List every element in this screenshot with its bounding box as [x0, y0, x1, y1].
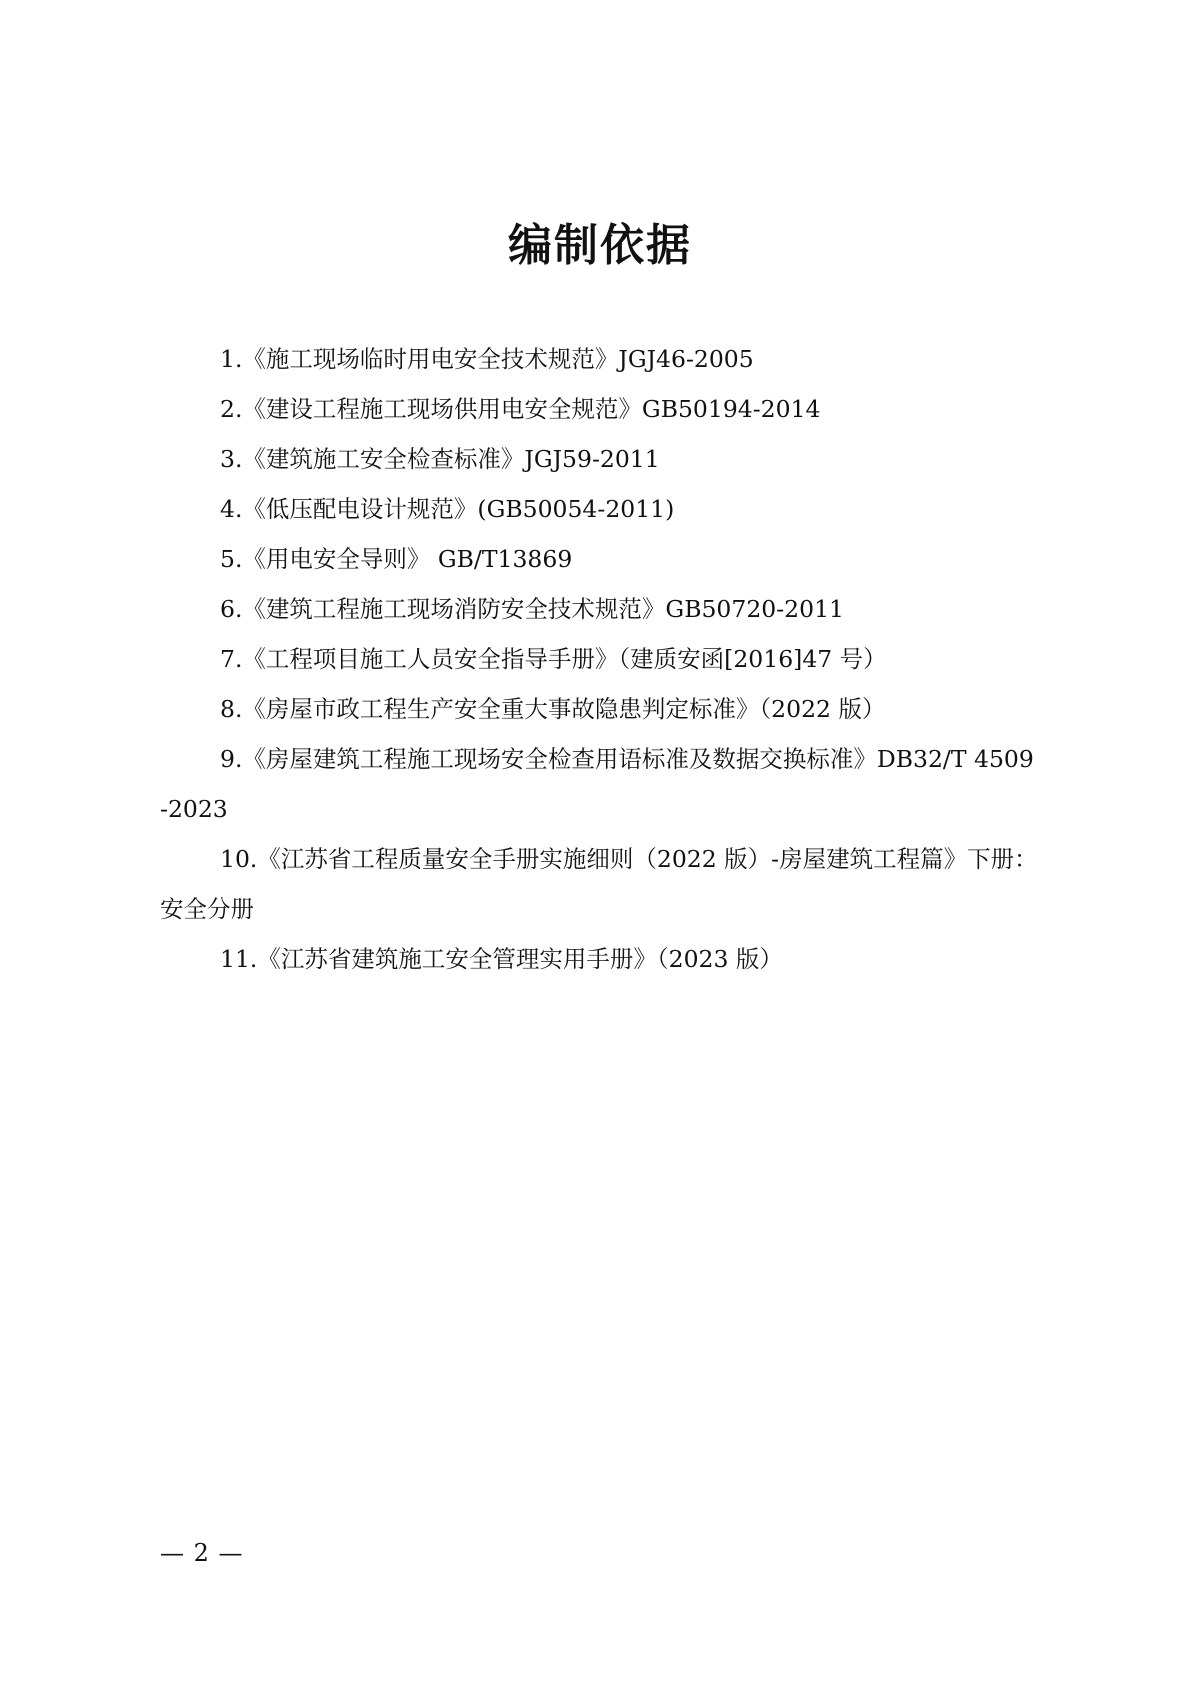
reference-item: 1.《施工现场临时用电安全技术规范》JGJ46-2005 — [220, 345, 754, 373]
reference-list — [160, 334, 1040, 984]
reference-item: 7.《工程项目施工人员安全指导手册》（建质安函[2016]47 号） — [220, 645, 887, 673]
reference-item: 6.《建筑工程施工现场消防安全技术规范》GB50720-2011 — [220, 595, 844, 623]
reference-item: 8.《房屋市政工程生产安全重大事故隐患判定标准》（2022 版） — [220, 695, 886, 723]
page-number: — 2 — — [160, 1539, 244, 1567]
reference-item: 3.《建筑施工安全检查标准》JGJ59-2011 — [220, 445, 660, 473]
reference-item: 9.《房屋建筑工程施工现场安全检查用语标准及数据交换标准》DB32/T 4509-2023 — [160, 745, 1034, 823]
reference-item: 4.《低压配电设计规范》(GB50054-2011) — [220, 495, 675, 523]
page-title: 编制依据 — [508, 220, 692, 271]
reference-item: 10.《江苏省工程质量安全手册实施细则（2022 版）-房屋建筑工程篇》下册：安全分册 — [160, 845, 1038, 923]
reference-item: 11.《江苏省建筑施工安全管理实用手册》（2023 版） — [220, 945, 783, 973]
reference-item: 5.《用电安全导则》 GB/T13869 — [220, 545, 573, 573]
reference-item: 2.《建设工程施工现场供用电安全规范》GB50194-2014 — [220, 395, 821, 423]
